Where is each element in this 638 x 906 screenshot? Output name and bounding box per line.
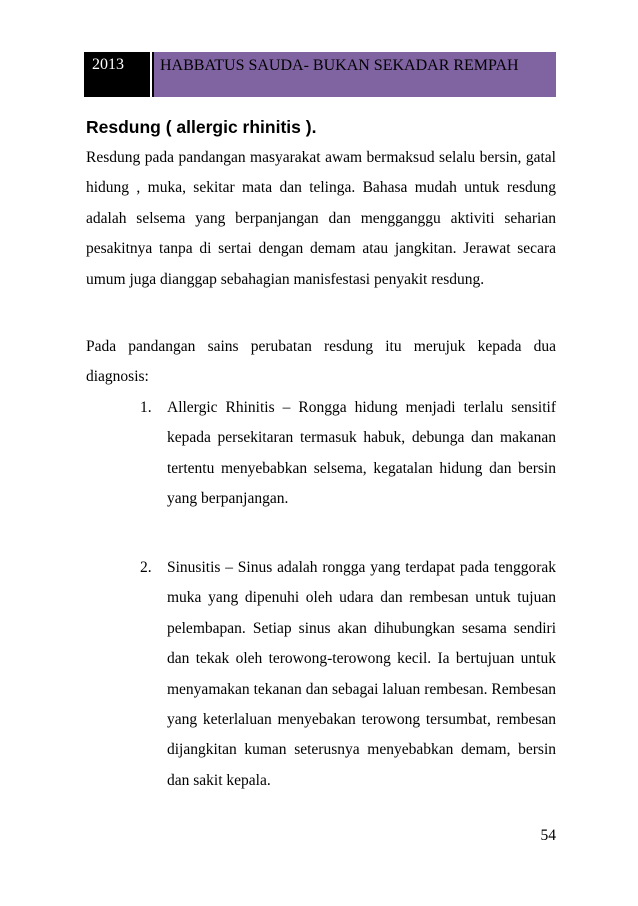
list-item-number: 1. [140,399,152,416]
list-item [140,553,556,796]
page-number: 54 [540,827,556,844]
paragraph-intro: Resdung pada pandangan masyarakat awam bermaksud selalu bersin, gatal hidung , muka, sekitar mata dan telinga. Bahasa mudah untuk resdung adalah selsema yang berpanjangan dan mengganggu aktiviti seharian pesakitnya tanpa di sertai dengan demam atau jangkitan. Jerawat secara umum juga dianggap sebahagian manisfestasi penyakit resdung. [86,149,556,288]
diagnosis-list-item-2 [140,553,556,796]
page-header [84,52,556,97]
diagnosis-list-item-1 [140,393,556,515]
paragraph-diagnosis: Pada pandangan sains perubatan resdung itu merujuk kepada dua diagnosis: [86,338,556,386]
section-heading: Resdung ( allergic rhinitis ). [86,117,317,137]
header-year: 2013 [84,52,152,97]
header-title-box [152,52,556,97]
list-item-text: Allergic Rhinitis – Rongga hidung menjadi terlalu sensitif kepada persekitaran termasuk habuk, debunga dan makanan tertentu menyebabkan selsema, kegatalan hidung dan bersin yang berpanjangan. [167,399,556,508]
list-item-text: Sinusitis – Sinus adalah rongga yang terdapat pada tenggorak muka yang dipenuhi oleh udara dan rembesan untuk tujuan pelembapan. Setiap sinus akan dihubungkan sesama sendiri dan tekak oleh terowong-terowong kecil. Ia bertujuan untuk menyamakan tekanan dan sebagai laluan rembesan. Rembesan yang keterlaluan menyebakan terowong tersumbat, rembesan dijangkitan kuman seterusnya menyebabkan demam, bersin dan sakit kepala. [167,559,556,789]
list-item-number: 2. [140,559,152,576]
list-item [140,393,556,515]
header-title: HABBATUS SAUDA- BUKAN SEKADAR REMPAH [160,57,519,74]
